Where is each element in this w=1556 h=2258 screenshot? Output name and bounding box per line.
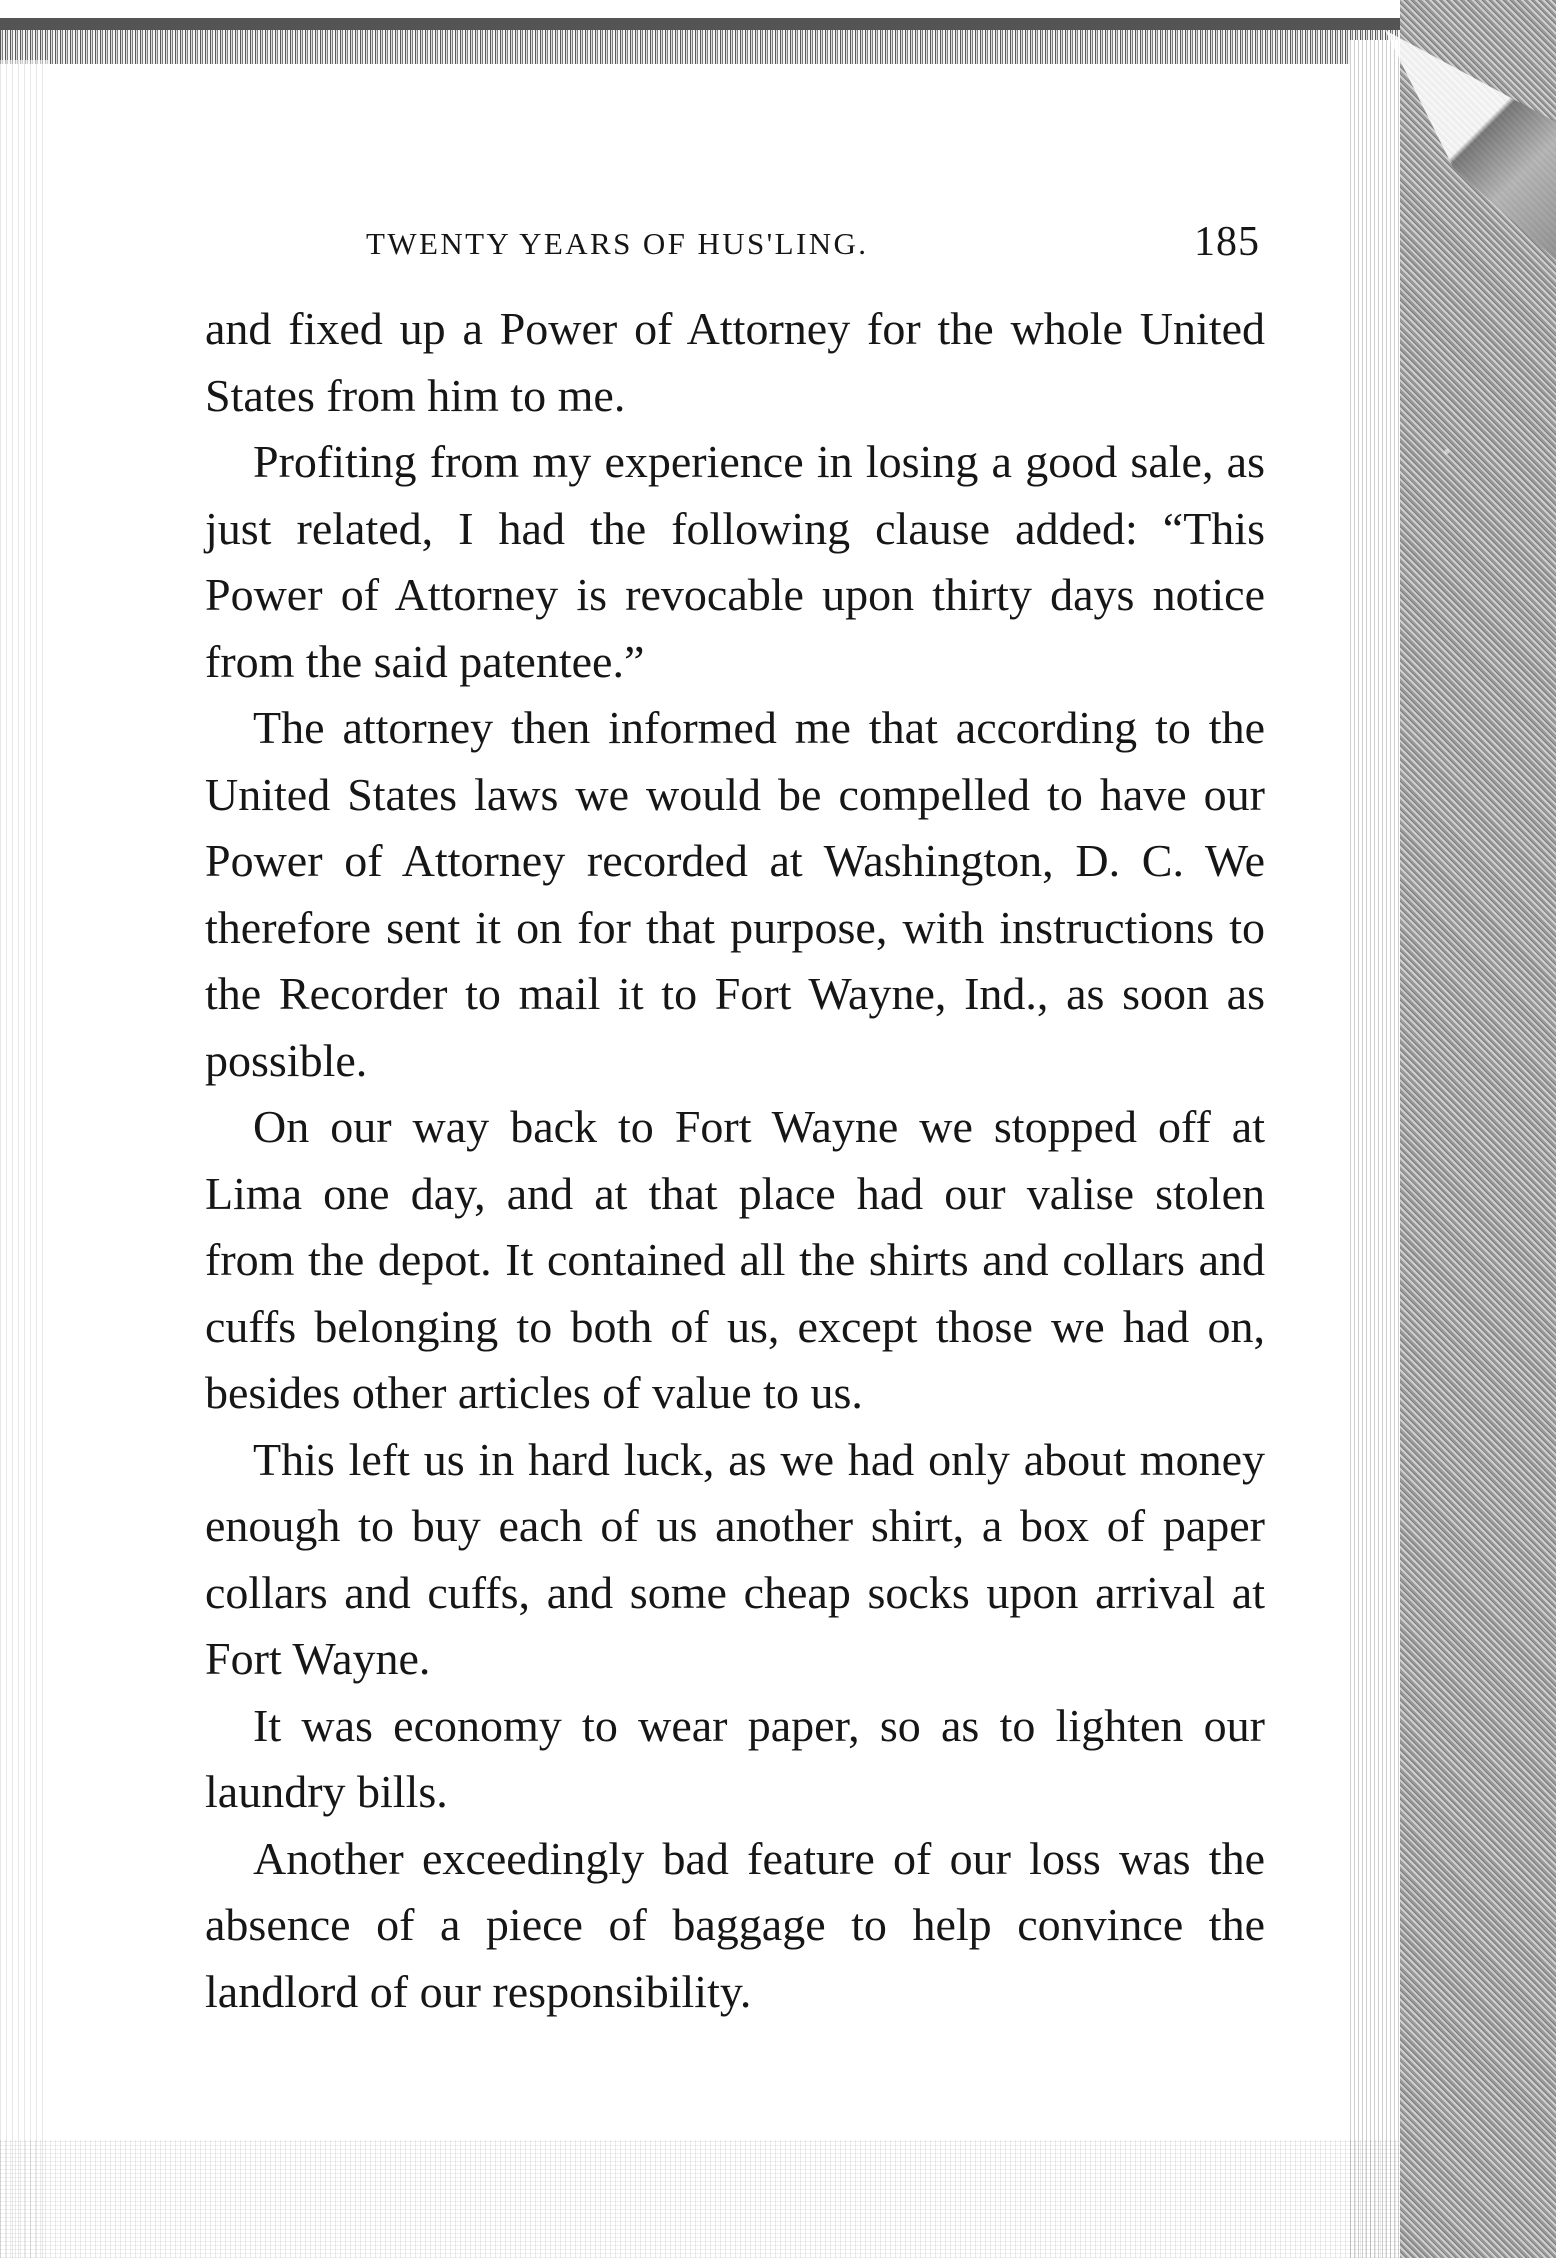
page-edge-shadow: [1400, 0, 1556, 2258]
paragraph-1: and fixed up a Power of Attorney for the whole United States from him to me.: [205, 303, 1265, 421]
paragraph-6: It was economy to wear paper, so as to lighten our laundry bills.: [205, 1699, 1265, 1817]
paragraph-2: Profiting from my experience in losing a good sale, as just related, I had the following clause added: “This Power of Attorney is revocable upon thirty days notice from the said patentee.”: [205, 436, 1265, 687]
paragraph-5: This left us in hard luck, as we had only about money enough to buy each of us another shirt, a box of paper collars and cuffs, and some cheap socks upon arrival at Fort Wayne.: [205, 1433, 1265, 1684]
scan-left-edge: [0, 60, 48, 2258]
paragraph-3: The attorney then informed me that according to the United States laws we would be compelled to have our Power of Attorney recorded at Washington, D. C. We therefore sent it on for that purpose, with instructions to the Recorder to mail it to Fort Wayne, Ind., as soon as possible.: [205, 702, 1265, 1086]
paragraph-7: Another exceedingly bad feature of our loss was the absence of a piece of baggage to help convince the landlord of our responsibility.: [205, 1832, 1265, 2017]
page-number: 185: [1194, 219, 1260, 265]
page-right-edge-lines: [1350, 40, 1400, 2258]
running-title: TWENTY YEARS OF HUS'LING.: [366, 226, 869, 261]
scan-bottom-noise: [0, 2140, 1400, 2258]
scan-top-border: [0, 18, 1400, 64]
page-header: [366, 218, 1266, 278]
paragraph-4: On our way back to Fort Wayne we stopped off at Lima one day, and at that place had our valise stolen from the depot. It contained all the shirts and collars and cuffs belonging to both of us, except those we had on, besides other articles of value to us.: [205, 1101, 1265, 1418]
body-text: [205, 296, 1265, 2025]
